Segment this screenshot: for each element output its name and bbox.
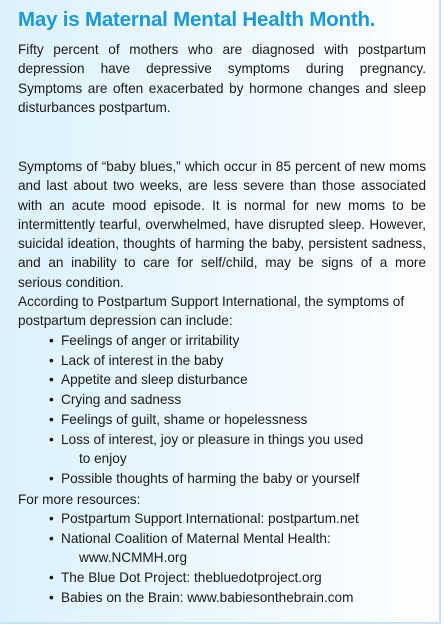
list-item: • Postpartum Support International: postpartum.net	[0, 509, 359, 529]
resources-list	[0, 509, 359, 608]
paragraph-baby-blues: Symptoms of “baby blues,” which occur in 85 percent of new moms and last about two weeks, are less severe than those associated with an acute mood episode. It is normal for new moms to be intermittently tearful, overwhelmed, have disrupted sleep. However, suicidal ideation, thoughts of harming the baby, persistent sadness, and an inability to care for self/child, may be signs of a more serious condition.	[18, 159, 426, 290]
list-item: • The Blue Dot Project: thebluedotproject.org	[0, 568, 359, 588]
symptoms-list	[0, 331, 363, 489]
list-item: • Possible thoughts of harming the baby or yourself	[0, 469, 363, 489]
bullet-icon: •	[49, 431, 54, 447]
bullet-icon: •	[49, 470, 54, 486]
bullet-icon: •	[49, 392, 54, 408]
page-title: May is Maternal Mental Health Month.	[18, 8, 376, 31]
list-item: • Babies on the Brain: www.babiesonthebrain.com	[0, 588, 359, 608]
bullet-icon: •	[49, 511, 54, 526]
resources-heading: For more resources:	[18, 492, 141, 507]
bullet-icon: •	[49, 352, 54, 368]
paragraph-symptoms-intro: According to Postpartum Support International, the symptoms of postpartum depression can include:	[18, 294, 405, 329]
list-item: • Feelings of anger or irritability	[0, 331, 363, 351]
bullet-icon: •	[49, 530, 54, 546]
bullet-icon: •	[49, 333, 54, 348]
bullet-icon: •	[49, 372, 54, 388]
bullet-icon: •	[49, 570, 54, 586]
paragraph-postpartum-stats: Fifty percent of mothers who are diagnosed with postpartum depression have depressive symptoms during pregnancy. Symptoms are often exacerbated by hormone changes and sleep disturbances postpartum.	[18, 42, 426, 115]
bullet-icon: •	[49, 411, 54, 427]
list-item: • Lack of interest in the baby	[0, 351, 363, 371]
list-item: • Feelings of guilt, shame or hopelessness	[0, 410, 363, 430]
list-item: • Crying and sadness	[0, 390, 363, 410]
list-item: • Loss of interest, joy or pleasure in things you used to enjoy	[49, 431, 364, 467]
list-item: • Appetite and sleep disturbance	[0, 370, 363, 390]
bullet-icon: •	[49, 589, 54, 605]
list-item: • National Coalition of Maternal Mental Health: www.NCMMH.org	[49, 530, 331, 566]
